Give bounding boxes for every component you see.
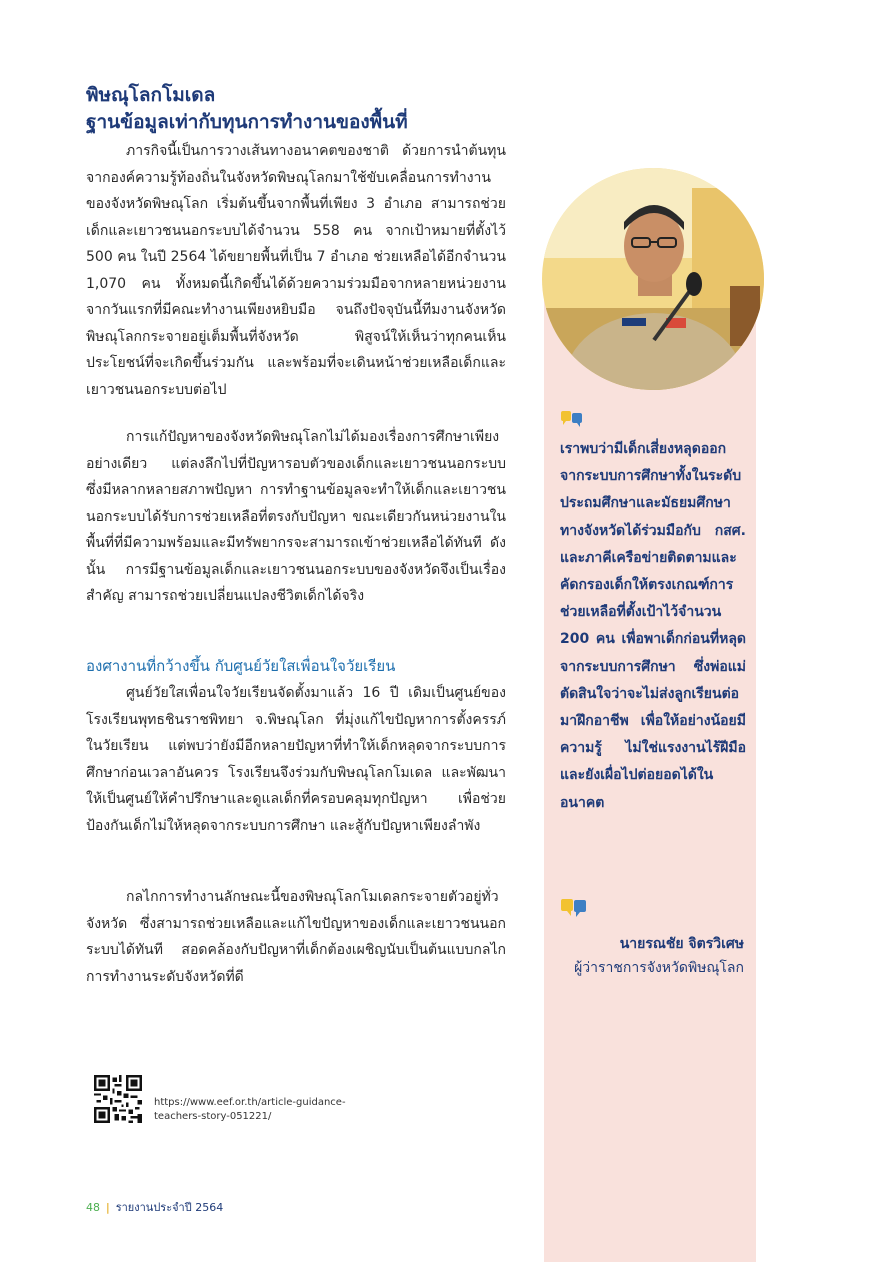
- governor-photo: [542, 168, 764, 390]
- governor-quote: เราพบว่ามีเด็กเสี่ยงหลุดออกจากระบบการศึกษาทั้งในระดับประถมศึกษาและมัธยมศึกษา ทางจังหวัดได้ร่วมมือกับ กสศ. และภาคีเครือข่ายติดตามและคัดกรองเด็กให้ตรงเกณฑ์การช่วยเหลือที่ตั้งเป้าไว้จำนวน 200 คน เพื่อพาเด็กก่อนที่หลุดจากระบบการศึกษา ซึ่งพ่อแม่ตัดสินใจว่าจะไม่ส่งลูกเรียนต่อ มาฝึกอาชีพ เพื่อให้อย่างน้อยมีความรู้ ไม่ใช่แรงงานไร้ฝีมือ และยังเผื่อไปต่อยอดได้ในอนาคต: [560, 441, 746, 811]
- qr-code-icon[interactable]: [94, 1075, 142, 1123]
- subheading: องศางานที่กว้างขึ้น กับศูนย์วัยใสเพื่อนใจวัยเรียน: [86, 657, 396, 675]
- author-name: นายรณชัย จิตรวิเศษ: [619, 936, 744, 952]
- quote-open-icon: [560, 410, 584, 430]
- paragraph-2: การแก้ปัญหาของจังหวัดพิษณุโลกไม่ได้มองเรื่องการศึกษาเพียงอย่างเดียว แต่ลงลึกไปที่ปัญหารอบตัวของเด็กและเยาวชนนอกระบบ ซึ่งมีหลากหลายสภาพปัญหา การทำฐานข้อมูลจะทำให้เด็กและเยาวชนนอกระบบได้รับการช่วยเหลือที่ตรงกับปัญหา ขณะเดียวกันหน่วยงานในพื้นที่ที่มีความพร้อมและมีทรัพยากรจะสามารถเข้าช่วยเหลือได้ทันที ดังนั้น การมีฐานข้อมูลเด็กและเยาวชนนอกระบบของจังหวัดจึงเป็นเรื่องสำคัญ สามารถช่วยเปลี่ยนแปลงชีวิตเด็กได้จริง: [86, 429, 506, 604]
- heading-line-2: ฐานข้อมูลเท่ากับทุนการทำงานของพื้นที่: [86, 111, 408, 133]
- paragraph-1: ภารกิจนี้เป็นการวางเส้นทางอนาคตของชาติ ด้วยการนำต้นทุนจากองค์ความรู้ท้องถิ่นในจังหวัดพิษณุโลกมาใช้ขับเคลื่อนการทำงานของจังหวัดพิษณุโลก เริ่มต้นขึ้นจากพื้นที่เพียง 3 อำเภอ สามารถช่วยเด็กและเยาวชนนอกระบบได้จำนวน 558 คน จากเป้าหมายที่ตั้งไว้ 500 คน ในปี 2564 ได้ขยายพื้นที่เป็น 7 อำเภอ ช่วยเหลือได้อีกจำนวน 1,070 คน ทั้งหมดนี้เกิดขึ้นได้ด้วยความร่วมมือจากหลายหน่วยงาน จากวันแรกที่มีคณะทำงานเพียงหยิบมือ จนถึงปัจจุบันนี้ทีมงานจังหวัดพิษณุโลกกระจายอยู่เต็มพื้นที่จังหวัด พิสูจน์ให้เห็นว่าทุกคนเห็นประโยชน์ที่จะเกิดขึ้นร่วมกัน และพร้อมที่จะเดินหน้าช่วยเหลือเด็กและเยาวชนนอกระบบต่อไป: [86, 143, 506, 398]
- report-title: รายงานประจำปี 2564: [115, 1201, 224, 1214]
- page-footer: [86, 1198, 223, 1216]
- quote-attribution: [548, 932, 744, 980]
- section-heading: [86, 82, 526, 136]
- reference-link[interactable]: [154, 1096, 374, 1124]
- footer-separator: |: [106, 1201, 110, 1214]
- paragraph-4: กลไกการทำงานลักษณะนี้ของพิษณุโลกโมเดลกระจายตัวอยู่ทั่วจังหวัด ซึ่งสามารถช่วยเหลือและแก้ไขปัญหาของเด็กและเยาวชนนอกระบบได้ทันที สอดคล้องกับปัญหาที่เด็กต้องเผชิญนับเป็นต้นแบบกลไกการทำงานระดับจังหวัดที่ดี: [86, 889, 506, 985]
- reference-url-line-1: https://www.eef.or.th/article-guidance-: [154, 1097, 346, 1108]
- quote-close-icon: [560, 898, 588, 920]
- paragraph-3: ศูนย์วัยใสเพื่อนใจวัยเรียนจัดตั้งมาแล้ว 16 ปี เดิมเป็นศูนย์ของโรงเรียนพุทธชินราชพิทยา จ.พิษณุโลก ที่มุ่งแก้ไขปัญหาการตั้งครรภ์ในวัยเรียน แต่พบว่ายังมีอีกหลายปัญหาที่ทำให้เด็กหลุดจากระบบการศึกษาก่อนเวลาอันควร โรงเรียนจึงร่วมกับพิษณุโลกโมเดล และพัฒนาให้เป็นศูนย์ให้คำปรึกษาและดูแลเด็กที่ครอบคลุมทุกปัญหา เพื่อช่วยป้องกันเด็กไม่ให้หลุดจากระบบการศึกษา และสู้กับปัญหาเพียงลำพัง: [86, 685, 506, 834]
- reference-url-line-2: teachers-story-051221/: [154, 1111, 272, 1122]
- governor-photo-illustration: [542, 168, 764, 390]
- heading-line-1: พิษณุโลกโมเดล: [86, 84, 216, 106]
- author-role: ผู้ว่าราชการจังหวัดพิษณุโลก: [574, 960, 744, 976]
- page-number: 48: [86, 1201, 100, 1214]
